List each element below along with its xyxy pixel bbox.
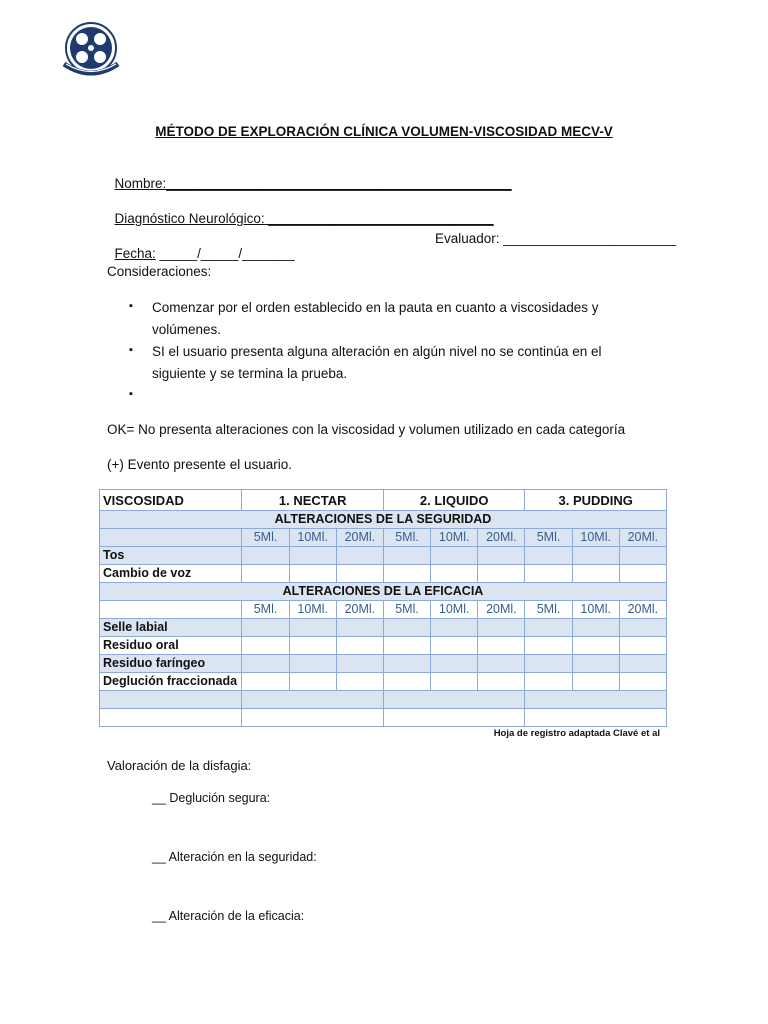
entry-cell[interactable] [525, 619, 572, 637]
option-deglucion-segura[interactable]: __ Deglución segura: [152, 791, 271, 805]
diagnostico-label: Diagnóstico Neurológico: [114, 211, 265, 226]
evento-note: (+) Evento presente el usuario. [107, 457, 292, 472]
efficacy-heading-row [100, 583, 667, 601]
entry-cell[interactable] [383, 619, 430, 637]
entry-cell[interactable] [431, 547, 478, 565]
entry-cell[interactable] [478, 637, 525, 655]
entry-cell[interactable] [242, 673, 289, 691]
volume-label: 20Ml. [478, 601, 525, 619]
entry-cell[interactable] [242, 547, 289, 565]
entry-cell[interactable] [431, 673, 478, 691]
entry-cell[interactable] [242, 709, 384, 727]
entry-cell[interactable] [289, 637, 336, 655]
volume-label: 20Ml. [336, 601, 383, 619]
volume-label: 10Ml. [289, 601, 336, 619]
consideracion-1: Comenzar por el orden establecido en la pauta en cuanto a viscosidades y volúmenes. [152, 300, 599, 337]
entry-cell[interactable] [336, 619, 383, 637]
entry-cell[interactable] [572, 547, 619, 565]
evaluador-field[interactable]: Evaluador: _______________________ [435, 231, 676, 246]
efficacy-heading: ALTERACIONES DE LA EFICACIA [100, 583, 667, 601]
entry-cell[interactable] [478, 619, 525, 637]
volume-label: 10Ml. [289, 529, 336, 547]
entry-cell[interactable] [619, 619, 666, 637]
volume-label: 10Ml. [431, 529, 478, 547]
entry-cell[interactable] [525, 691, 667, 709]
entry-cell[interactable] [289, 565, 336, 583]
entry-cell[interactable] [478, 547, 525, 565]
entry-cell[interactable] [431, 619, 478, 637]
viscosity-header-row [100, 490, 667, 511]
entry-cell[interactable] [336, 673, 383, 691]
efficacy-volume-row [100, 601, 667, 619]
viscosidad-header: VISCOSIDAD [100, 490, 242, 511]
table-row [100, 673, 667, 691]
entry-cell[interactable] [242, 691, 384, 709]
table-row [100, 637, 667, 655]
safety-volume-row [100, 529, 667, 547]
entry-cell[interactable] [525, 637, 572, 655]
page-title: MÉTODO DE EXPLORACIÓN CLÍNICA VOLUMEN-VISCOSIDAD MECV-V [155, 124, 613, 139]
entry-cell[interactable] [525, 655, 572, 673]
bullet-1: ▪ [129, 300, 133, 312]
entry-cell[interactable] [619, 547, 666, 565]
entry-cell[interactable] [242, 619, 289, 637]
option-alteracion-seguridad[interactable]: __ Alteración en la seguridad: [152, 850, 317, 864]
volume-label: 10Ml. [431, 601, 478, 619]
entry-cell[interactable] [619, 565, 666, 583]
entry-cell[interactable] [525, 565, 572, 583]
entry-cell[interactable] [572, 673, 619, 691]
entry-cell[interactable] [242, 637, 289, 655]
entry-cell[interactable] [336, 655, 383, 673]
entry-cell[interactable] [100, 691, 242, 709]
entry-cell[interactable] [478, 565, 525, 583]
table-row [100, 709, 667, 727]
entry-cell[interactable] [289, 619, 336, 637]
entry-cell[interactable] [431, 637, 478, 655]
valoracion-heading: Valoración de la disfagia: [107, 758, 252, 773]
nombre-field[interactable] [107, 161, 512, 191]
fecha-label: Fecha: [114, 246, 156, 261]
entry-cell[interactable] [336, 547, 383, 565]
bullet-2: ▪ [129, 344, 133, 356]
nectar-header: 1. NECTAR [242, 490, 384, 511]
entry-cell[interactable] [383, 709, 524, 727]
volume-label: 5Ml. [383, 601, 430, 619]
entry-cell[interactable] [242, 655, 289, 673]
entry-cell[interactable] [336, 565, 383, 583]
entry-cell[interactable] [336, 637, 383, 655]
volume-label: 5Ml. [525, 601, 572, 619]
table-row [100, 691, 667, 709]
empty-cell [100, 601, 242, 619]
volume-label: 20Ml. [478, 529, 525, 547]
volume-label: 20Ml. [619, 601, 666, 619]
entry-cell[interactable] [572, 655, 619, 673]
diagnostico-blank[interactable]: ______________________________ [264, 211, 494, 226]
entry-cell[interactable] [572, 565, 619, 583]
volume-label: 5Ml. [242, 529, 289, 547]
fecha-field[interactable] [107, 231, 295, 261]
entry-cell[interactable] [383, 565, 430, 583]
row-label: Residuo faríngeo [100, 655, 242, 673]
entry-cell[interactable] [289, 673, 336, 691]
table-row [100, 565, 667, 583]
entry-cell[interactable] [383, 637, 430, 655]
entry-cell[interactable] [619, 673, 666, 691]
row-label: Tos [100, 547, 242, 565]
entry-cell[interactable] [383, 655, 430, 673]
bullet-3: ▪ [129, 388, 133, 400]
entry-cell[interactable] [383, 691, 524, 709]
ok-note: OK= No presenta alteraciones con la viscosidad y volumen utilizado en cada categoría [107, 422, 626, 437]
liquido-header: 2. LIQUIDO [383, 490, 524, 511]
nombre-blank[interactable]: ______________________________________________ [166, 176, 512, 191]
table-row [100, 619, 667, 637]
volume-label: 10Ml. [572, 601, 619, 619]
entry-cell[interactable] [383, 547, 430, 565]
empty-cell [100, 529, 242, 547]
table-row [100, 655, 667, 673]
consideraciones-heading: Consideraciones: [107, 264, 212, 279]
nombre-label: Nombre: [114, 176, 167, 191]
entry-cell[interactable] [525, 709, 667, 727]
mecv-table [99, 489, 667, 727]
entry-cell[interactable] [525, 547, 572, 565]
entry-cell[interactable] [478, 673, 525, 691]
entry-cell[interactable] [572, 637, 619, 655]
volume-label: 5Ml. [383, 529, 430, 547]
entry-cell[interactable] [289, 655, 336, 673]
volume-label: 20Ml. [619, 529, 666, 547]
consideracion-2: SI el usuario presenta alguna alteración en algún nivel no se continúa en el siguiente y se termina la prueba. [152, 344, 602, 381]
fecha-blank[interactable]: _____/_____/_______ [155, 246, 295, 261]
table-row [100, 547, 667, 565]
table-credit: Hoja de registro adaptada Clavé et al [493, 728, 660, 739]
entry-cell[interactable] [572, 619, 619, 637]
entry-cell[interactable] [100, 709, 242, 727]
entry-cell[interactable] [289, 547, 336, 565]
row-label: Deglución fraccionada [100, 673, 242, 691]
row-label: Cambio de voz [100, 565, 242, 583]
volume-label: 5Ml. [242, 601, 289, 619]
volume-label: 5Ml. [525, 529, 572, 547]
diagnostico-field[interactable] [107, 196, 494, 226]
pudding-header: 3. PUDDING [525, 490, 667, 511]
safety-heading: ALTERACIONES DE LA SEGURIDAD [100, 511, 667, 529]
row-label: Residuo oral [100, 637, 242, 655]
entry-cell[interactable] [242, 565, 289, 583]
option-alteracion-eficacia[interactable]: __ Alteración de la eficacia: [152, 909, 305, 923]
entry-cell[interactable] [619, 655, 666, 673]
entry-cell[interactable] [383, 673, 430, 691]
entry-cell[interactable] [478, 655, 525, 673]
volume-label: 20Ml. [336, 529, 383, 547]
entry-cell[interactable] [525, 673, 572, 691]
entry-cell[interactable] [431, 565, 478, 583]
row-label: Selle labial [100, 619, 242, 637]
institution-logo [60, 20, 122, 82]
entry-cell[interactable] [619, 637, 666, 655]
entry-cell[interactable] [431, 655, 478, 673]
safety-heading-row [100, 511, 667, 529]
volume-label: 10Ml. [572, 529, 619, 547]
